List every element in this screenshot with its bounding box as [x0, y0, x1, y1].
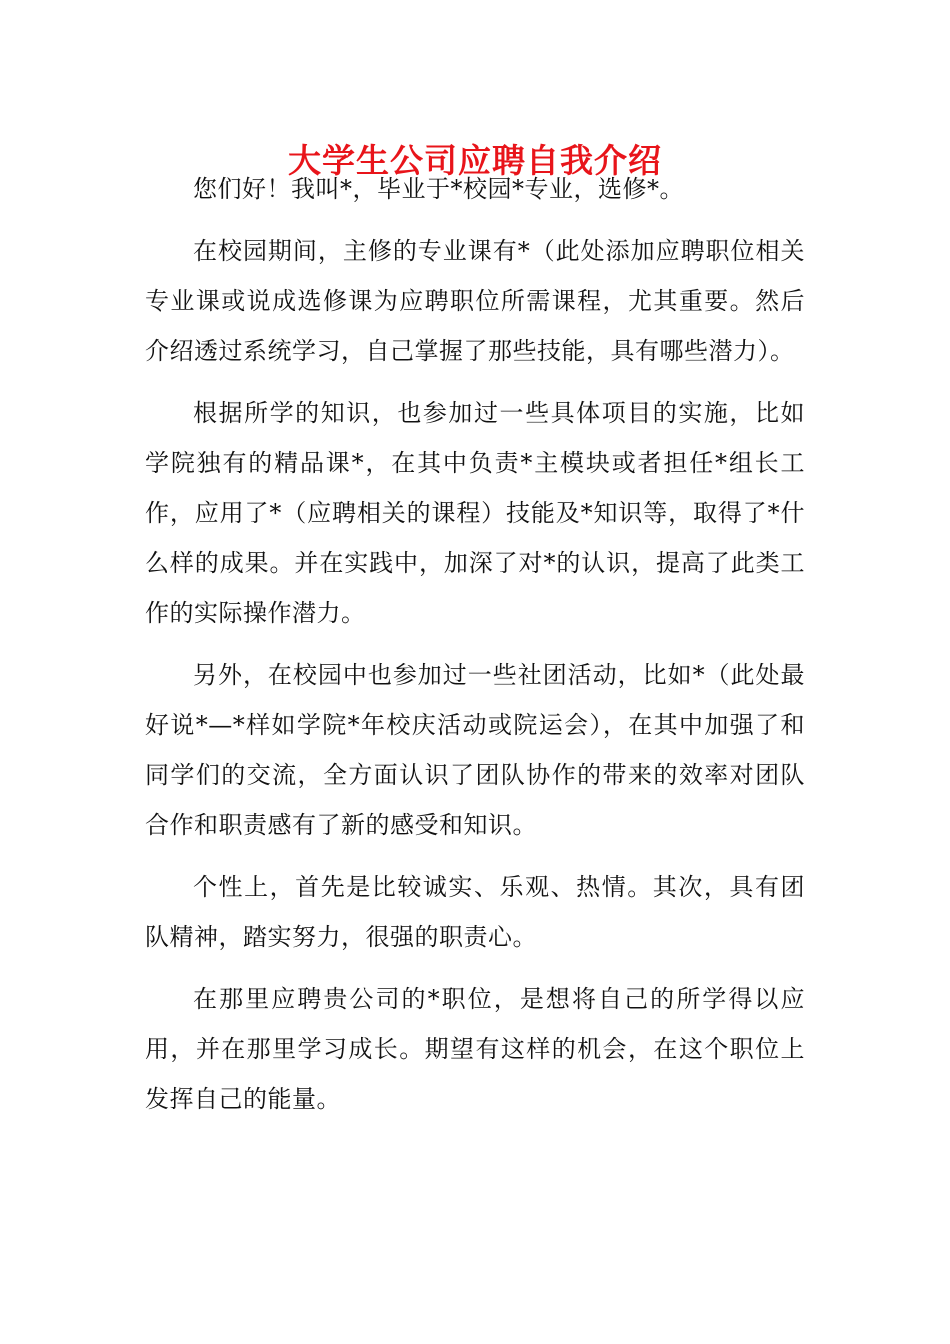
- paragraph-activities: 另外，在校园中也参加过一些社团活动，比如*（此处最好说*—*样如学院*年校庆活动或院运会），在其中加强了和同学们的交流，全方面认识了团队协作的带来的效率对团队合作和职责感有了新的感受和知识。: [145, 661, 805, 839]
- paragraph-greeting: 您们好！我叫*，毕业于*校园*专业，选修*。: [193, 175, 684, 203]
- paragraph-projects: 根据所学的知识，也参加过一些具体项目的实施，比如学院独有的精品课*，在其中负责*主模块或者担任*组长工作，应用了*（应聘相关的课程）技能及*知识等，取得了*什么样的成果。并在实践中，加深了对*的认识，提高了此类工作的实际操作潜力。: [145, 399, 805, 627]
- paragraph-courses: 在校园期间，主修的专业课有*（此处添加应聘职位相关专业课或说成选修课为应聘职位所需课程，尤其重要。然后介绍透过系统学习，自己掌握了那些技能，具有哪些潜力）。: [145, 237, 805, 365]
- document-body: [145, 164, 805, 1124]
- document-title: 大学生公司应聘自我介绍: [288, 141, 662, 180]
- paragraph-goal: 在那里应聘贵公司的*职位，是想将自己的所学得以应用，并在那里学习成长。期望有这样的机会，在这个职位上发挥自己的能量。: [145, 985, 805, 1113]
- paragraph-personality: 个性上，首先是比较诚实、乐观、热情。其次，具有团队精神，踏实努力，很强的职责心。: [145, 873, 805, 951]
